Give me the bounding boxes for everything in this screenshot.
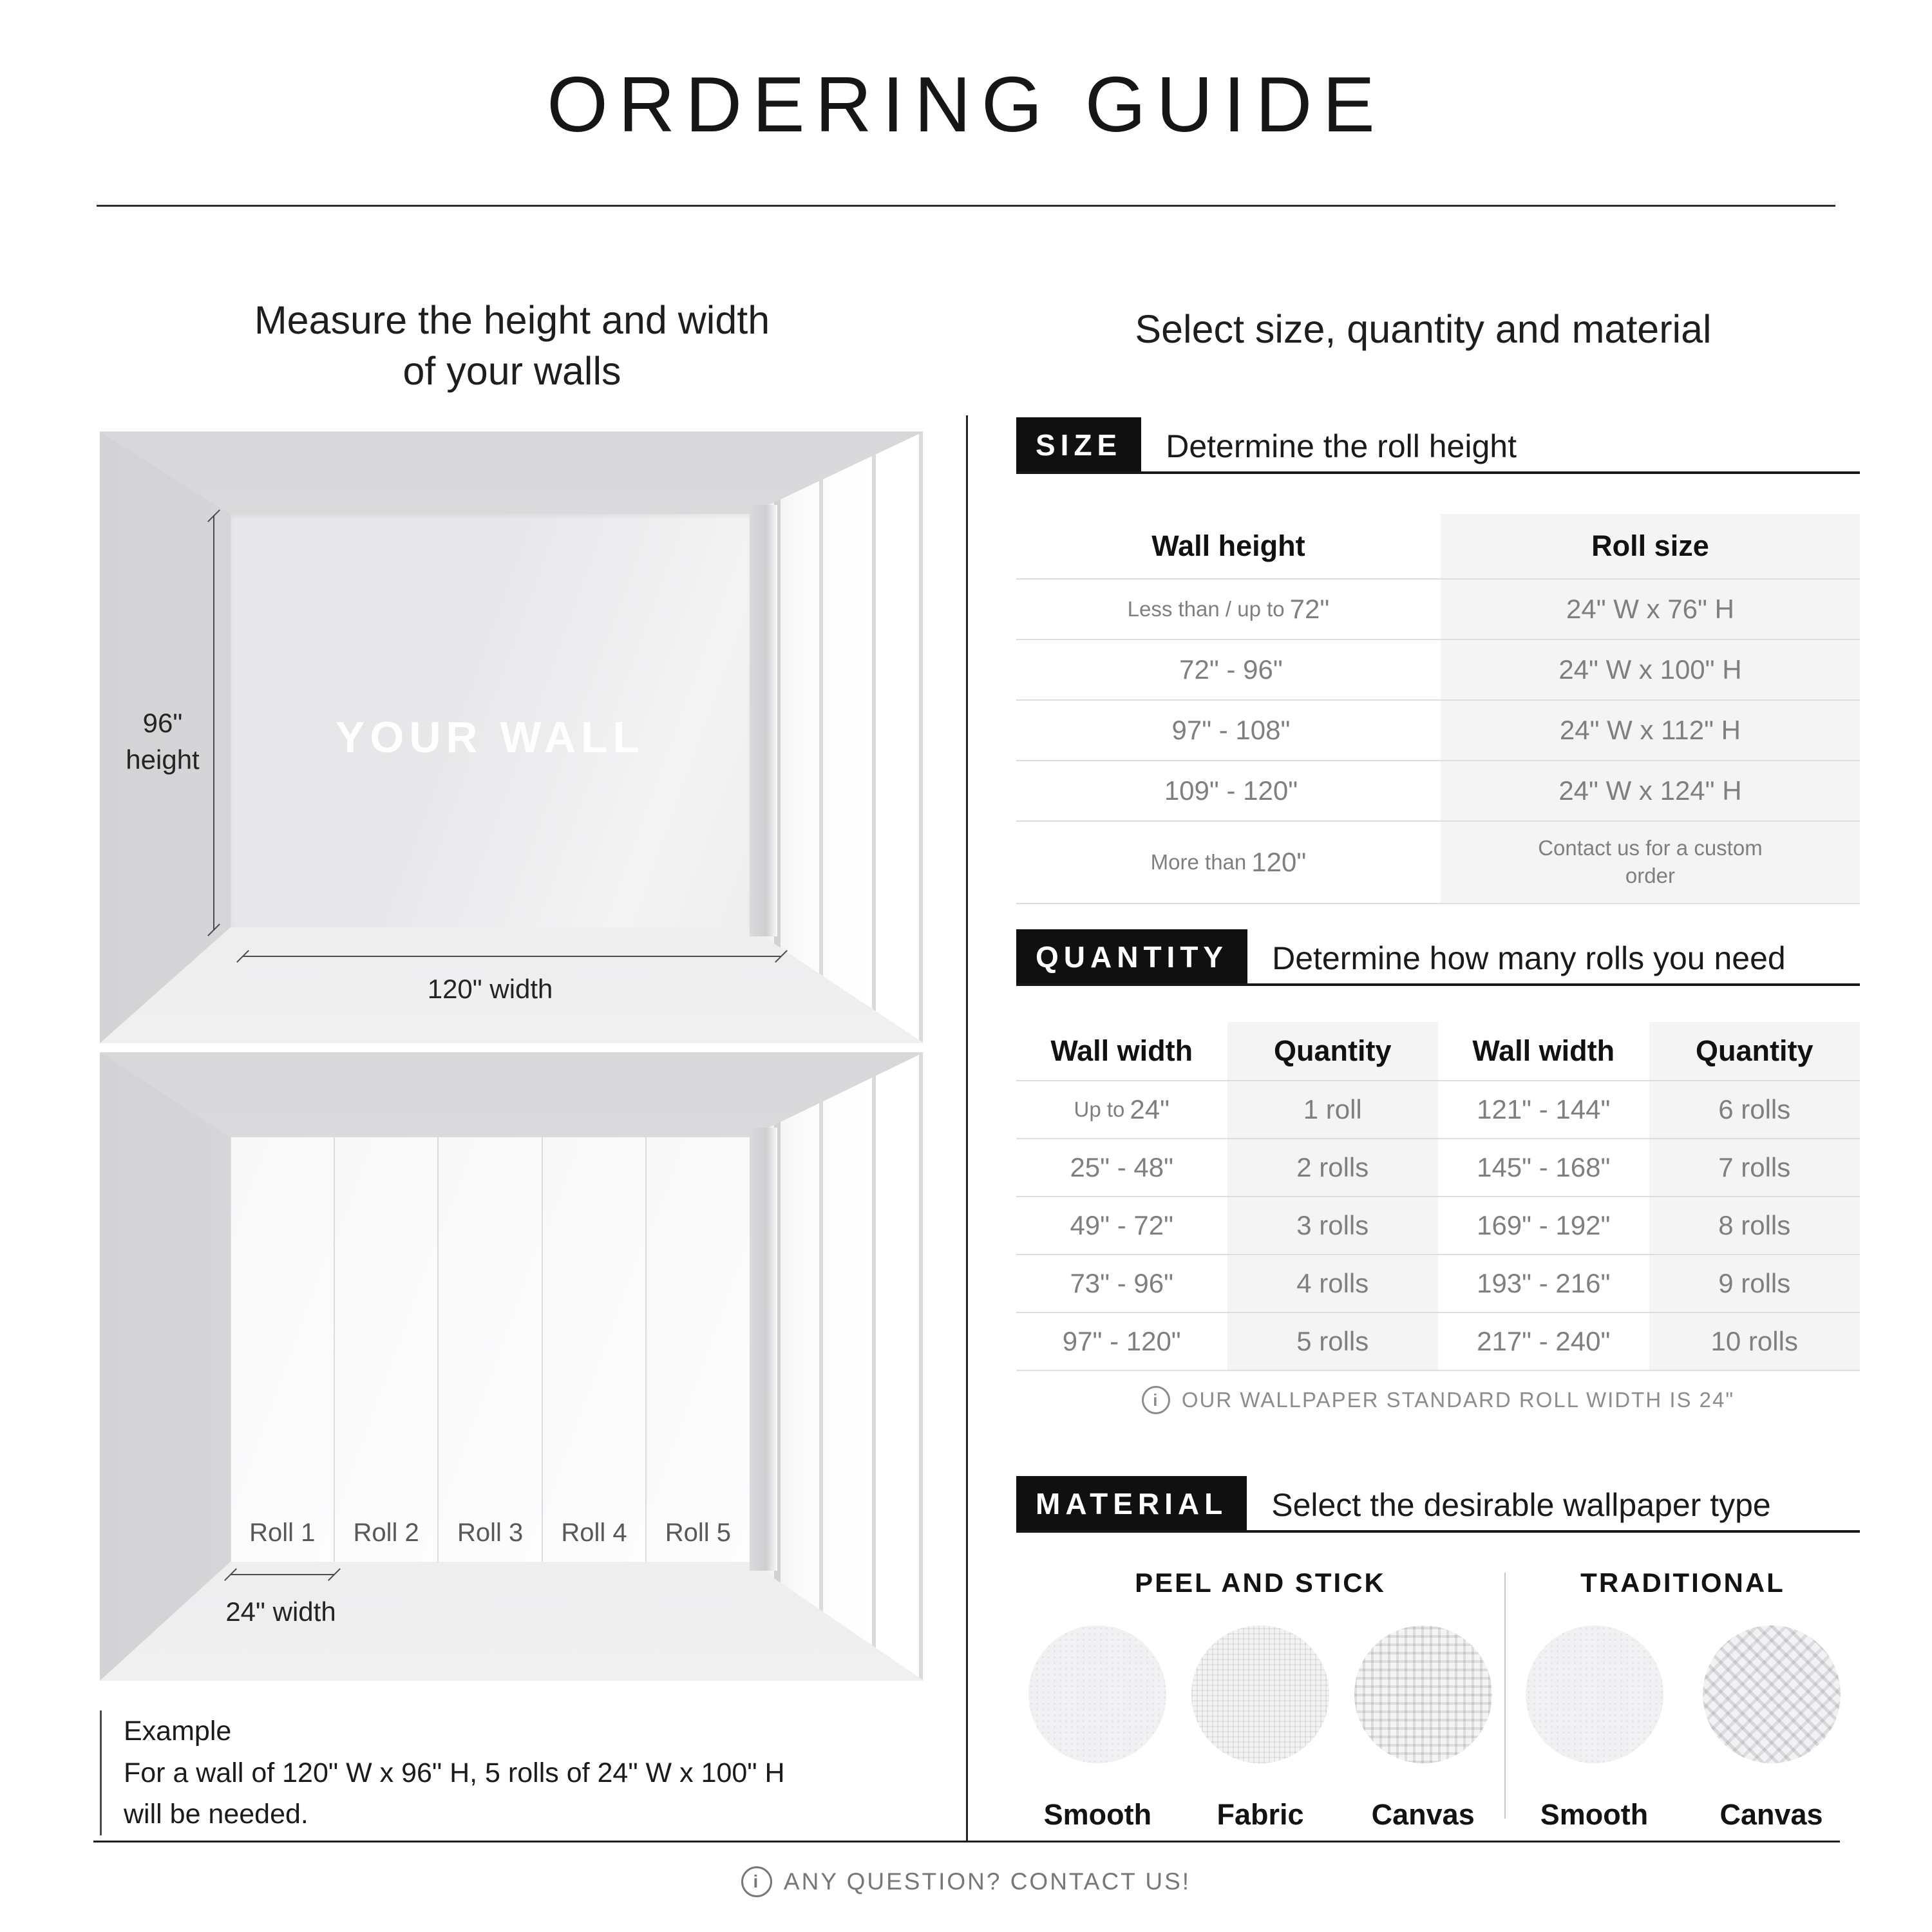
wall-width-cell: 193" - 216" [1477, 1268, 1611, 1298]
column-divider [966, 415, 968, 1841]
swatch-cell [1341, 1625, 1504, 1832]
example-title: Example [124, 1716, 232, 1747]
wall-height-cell: More than 120" [1150, 847, 1307, 877]
size-section-header [1016, 417, 1860, 474]
room-wall-pillar [750, 1128, 778, 1571]
info-icon: i [741, 1866, 772, 1897]
quantity-cell: 6 rolls [1649, 1081, 1861, 1138]
roll-panel [645, 1137, 749, 1562]
size-col-wall-height: Wall height [1151, 529, 1305, 562]
quantity-cell: 9 rolls [1649, 1255, 1861, 1312]
size-section [1016, 417, 1860, 904]
footer-contact-text: ANY QUESTION? CONTACT US! [783, 1868, 1191, 1895]
footer-divider [93, 1841, 1840, 1842]
peel-and-stick-swatches [1016, 1625, 1504, 1832]
smooth-swatch [1028, 1625, 1166, 1763]
roll-size-cell: Contact us for a custom order [1441, 822, 1860, 903]
wallpaper-roll-panels [231, 1137, 750, 1562]
page-title: ORDERING GUIDE [547, 61, 1385, 148]
size-section-title: Determine the roll height [1166, 428, 1517, 464]
quantity-section-header [1016, 929, 1860, 986]
material-groups [1016, 1567, 1860, 1832]
wall-height-cell: 109" - 120" [1164, 775, 1298, 806]
material-section [1016, 1476, 1860, 1832]
peel-and-stick-title: PEEL AND STICK [1135, 1567, 1386, 1598]
window-mullion [872, 1052, 876, 1681]
roll-width-label: 24" width [225, 1596, 336, 1627]
your-wall-label: YOUR WALL [336, 713, 645, 762]
measure-heading-line2: of your walls [402, 349, 621, 393]
peel-and-stick-group [1016, 1567, 1504, 1832]
example-block [100, 1710, 903, 1835]
quantity-col-quantity-2: Quantity [1649, 1022, 1861, 1080]
example-line2: will be needed. [124, 1799, 308, 1830]
roll-label: Roll 5 [665, 1518, 732, 1547]
window-mullion [819, 1052, 823, 1681]
roll-size-cell: 24" W x 124" H [1441, 761, 1860, 820]
quantity-table-row [1016, 1196, 1860, 1254]
wall-width-label: 120" width [427, 974, 553, 1004]
window-mullion [919, 431, 923, 1043]
quantity-cell: 7 rolls [1649, 1139, 1861, 1196]
traditional-title: TRADITIONAL [1580, 1567, 1785, 1598]
roll-size-cell: 24" W x 100" H [1441, 640, 1860, 699]
quantity-cell: 10 rolls [1649, 1313, 1861, 1370]
wall-height-value: 96" [142, 708, 183, 738]
roll-label: Roll 3 [457, 1518, 524, 1547]
window-mullion [872, 431, 876, 1043]
swatch-label: Canvas [1719, 1798, 1823, 1831]
traditional-swatches [1506, 1625, 1860, 1832]
quantity-cell: 4 rolls [1227, 1255, 1439, 1312]
info-icon: i [1142, 1386, 1170, 1414]
wall-height-word: height [126, 744, 200, 775]
width-dimension-line [243, 956, 781, 957]
size-table-header-row [1016, 514, 1860, 578]
wall-height-cell: Less than / up to 72" [1127, 594, 1330, 624]
wall-height-cell: 72" - 96" [1179, 654, 1283, 685]
wall-width-cell: 25" - 48" [1070, 1152, 1174, 1182]
swatch-cell [1179, 1625, 1342, 1832]
footer-contact-note [0, 1866, 1932, 1897]
wall-width-cell: 97" - 120" [1062, 1326, 1181, 1356]
window-mullion [919, 1052, 923, 1681]
swatch-label: Smooth [1540, 1798, 1649, 1831]
quantity-table-row [1016, 1254, 1860, 1312]
quantity-table-header-row [1016, 1022, 1860, 1080]
quantity-col-quantity-1: Quantity [1227, 1022, 1439, 1080]
room-illustration-rolls [100, 1052, 924, 1681]
size-table-row [1016, 578, 1860, 639]
canvas-swatch [1354, 1625, 1492, 1763]
roll-width-note [1016, 1386, 1860, 1414]
size-badge: SIZE [1016, 417, 1141, 471]
quantity-col-wall-width-2: Wall width [1472, 1034, 1615, 1067]
roll-size-cell: 24" W x 112" H [1441, 701, 1860, 760]
quantity-cell: 2 rolls [1227, 1139, 1439, 1196]
roll-label: Roll 1 [249, 1518, 316, 1547]
quantity-table-row [1016, 1138, 1860, 1196]
room-wall-pillar [750, 505, 778, 936]
quantity-section [1016, 929, 1860, 1371]
room-illustration-measure [100, 431, 924, 1043]
size-table-row [1016, 639, 1860, 699]
title-divider [97, 205, 1835, 207]
size-table-row [1016, 699, 1860, 760]
size-col-roll-size: Roll size [1441, 514, 1860, 578]
quantity-cell: 1 roll [1227, 1081, 1439, 1138]
wall-height-cell: 97" - 108" [1171, 715, 1291, 745]
roll-label: Roll 2 [353, 1518, 419, 1547]
quantity-cell: 3 rolls [1227, 1197, 1439, 1254]
material-section-header [1016, 1476, 1860, 1533]
roll-size-cell: 24" W x 76" H [1441, 580, 1860, 639]
roll-panel [542, 1137, 645, 1562]
measure-heading [100, 295, 924, 397]
wall-width-cell: 73" - 96" [1070, 1268, 1174, 1298]
quantity-table-row [1016, 1080, 1860, 1138]
smooth-swatch [1526, 1625, 1663, 1763]
canvas-swatch [1703, 1625, 1841, 1763]
select-heading: Select size, quantity and material [1135, 307, 1712, 351]
quantity-cell: 5 rolls [1227, 1313, 1439, 1370]
roll-width-dimension-line [231, 1574, 334, 1575]
window-mullion [819, 431, 823, 1043]
fabric-swatch [1191, 1625, 1329, 1763]
roll-width-note-text: OUR WALLPAPER STANDARD ROLL WIDTH IS 24" [1181, 1388, 1735, 1412]
wall-width-cell: 217" - 240" [1477, 1326, 1611, 1356]
quantity-cell: 8 rolls [1649, 1197, 1861, 1254]
swatch-cell [1506, 1625, 1683, 1832]
wall-width-cell: 49" - 72" [1070, 1210, 1174, 1240]
swatch-cell [1016, 1625, 1179, 1832]
quantity-section-title: Determine how many rolls you need [1272, 940, 1786, 976]
size-table-row [1016, 820, 1860, 904]
quantity-table [1016, 1022, 1860, 1371]
wall-width-cell: 145" - 168" [1477, 1152, 1611, 1182]
size-table-row [1016, 760, 1860, 820]
roll-label: Roll 4 [561, 1518, 627, 1547]
wall-width-cell: 169" - 192" [1477, 1210, 1611, 1240]
example-line1: For a wall of 120" W x 96" H, 5 rolls of 24" W x 100" H [124, 1757, 785, 1788]
wall-height-label [106, 705, 219, 778]
roll-panel [231, 1137, 334, 1562]
quantity-badge: QUANTITY [1016, 929, 1247, 983]
size-table [1016, 514, 1860, 904]
swatch-cell [1683, 1625, 1860, 1832]
roll-panel [437, 1137, 541, 1562]
material-badge: MATERIAL [1016, 1476, 1247, 1530]
swatch-label: Canvas [1371, 1798, 1475, 1831]
traditional-group [1506, 1567, 1860, 1832]
wall-width-cell: 121" - 144" [1477, 1094, 1611, 1124]
swatch-label: Fabric [1217, 1798, 1304, 1831]
quantity-col-wall-width-1: Wall width [1050, 1034, 1193, 1067]
measure-heading-line1: Measure the height and width [254, 298, 770, 342]
material-section-title: Select the desirable wallpaper type [1271, 1487, 1771, 1523]
wall-width-cell: Up to 24" [1074, 1094, 1170, 1124]
roll-panel [334, 1137, 437, 1562]
swatch-label: Smooth [1043, 1798, 1152, 1831]
quantity-table-row [1016, 1312, 1860, 1371]
